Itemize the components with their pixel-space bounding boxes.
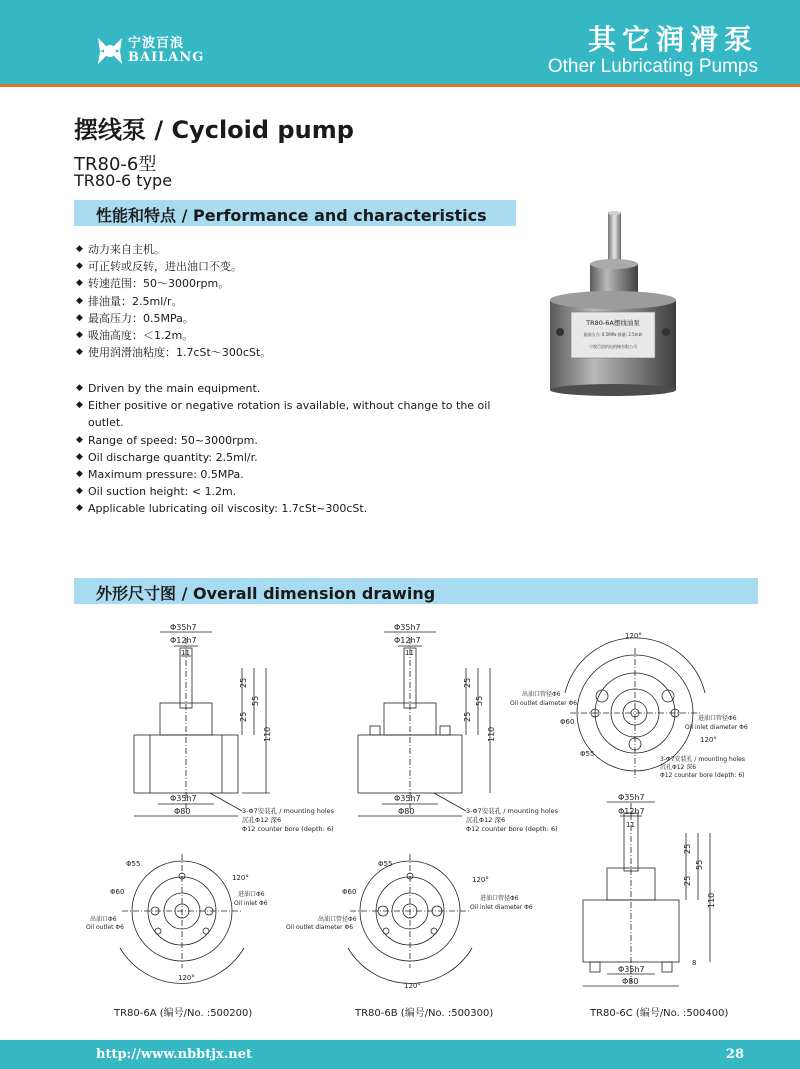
dimension-drawings (70, 618, 770, 1028)
feature-item: ◆ 动力来自主机。 (76, 241, 516, 258)
outlet-pipe-cn-c: 出油口管径Φ6 (522, 691, 561, 698)
dim-d60-a-bottom: Φ60 (110, 888, 125, 896)
feature-item: ◆ Maximum pressure: 0.5MPa. (76, 466, 516, 483)
dim-d12-c: Φ12h7 (618, 807, 645, 816)
features-list-en (76, 380, 516, 518)
angle-b-bottom: 120° (404, 982, 421, 990)
dim-25-bot-b: 25 (463, 711, 472, 722)
inlet-pipe-cn-b: 进油口管径Φ6 (480, 895, 519, 902)
company-logo (96, 30, 216, 74)
feature-item: ◆ 最高压力：0.5MPa。 (76, 310, 516, 327)
outlet-en-a: Oil outlet Φ6 (86, 924, 124, 931)
model-en: TR80-6 type (74, 171, 173, 190)
dim-d55-c: Φ55 (580, 750, 595, 758)
logo-text-en: BAILANG (128, 50, 205, 65)
nameplate-line1: 最高压力: 0.5MPa 排量: 2.5ml/r (583, 332, 643, 337)
caption-a: TR80-6A (编号/No. :500200) (114, 1008, 253, 1019)
pump-photo (548, 208, 678, 398)
dim-11-b: 11 (405, 649, 414, 657)
holes-note-a-1: 3-Φ7安装孔 / mounting holes (242, 807, 335, 815)
nameplate-title: TR80-6A摆线油泵 (586, 319, 640, 327)
performance-heading: 性能和特点 / Performance and characteristics (96, 206, 487, 225)
feature-item: ◆ Range of speed: 50~3000rpm. (76, 432, 516, 449)
feature-item: ◆ Applicable lubricating oil viscosity: 1.7cSt~300cSt. (76, 500, 516, 517)
dim-8-c: 8 (692, 959, 697, 967)
page-number: 28 (725, 1047, 744, 1062)
product-title: 摆线泵 / Cycloid pump (74, 116, 354, 144)
logo-mark-icon (96, 34, 124, 68)
footer-url[interactable]: http://www.nbbtjx.net (96, 1047, 252, 1062)
dim-d55-a-bottom: Φ55 (126, 860, 141, 868)
caption-b: TR80-6B (编号/No. :500300) (355, 1008, 494, 1019)
dim-55-a: 55 (251, 695, 260, 706)
drawing-section-bar (74, 578, 758, 604)
outlet-pipe-en-b: Oil outlet diameter Φ6 (286, 924, 354, 931)
page-footer (0, 1040, 800, 1069)
dim-25-bot-c: 25 (683, 875, 692, 886)
dim-55-c: 55 (695, 859, 704, 870)
holes-note-c-2: 沉孔Φ12 深6 (660, 764, 697, 771)
feature-item: ◆ 可正转或反转，进出油口不变。 (76, 258, 516, 275)
dim-d60-b-bottom: Φ60 (342, 888, 357, 896)
holes-note-c-3: Φ12 counter bore (depth: 6) (660, 772, 745, 779)
dim-55-b: 55 (475, 695, 484, 706)
feature-item: ◆ 吸油高度：＜1.2m。 (76, 327, 516, 344)
caption-c: TR80-6C (编号/No. :500400) (590, 1008, 729, 1019)
dim-d35-a: Φ35h7 (170, 623, 197, 632)
inlet-cn-a: 进油口Φ6 (238, 891, 265, 898)
dim-d80-a: Φ80 (174, 807, 191, 816)
dim-d35-b-bottom: Φ35h7 (394, 794, 421, 803)
dim-110-a: 110 (263, 726, 272, 742)
features-list-cn (76, 241, 516, 361)
dim-110-c: 110 (707, 892, 716, 908)
dim-d60-c: Φ60 (560, 718, 575, 726)
angle-c-top: 120° (625, 632, 642, 640)
feature-item: ◆ Either positive or negative rotation is available, without change to the oil outlet. (76, 397, 516, 431)
angle-a-top: 120° (232, 874, 249, 882)
drawing-c-side-view (583, 802, 710, 986)
holes-note-b-2: 沉孔Φ12 深6 (466, 816, 506, 824)
drawing-heading: 外形尺寸图 / Overall dimension drawing (96, 584, 436, 603)
dim-25-top-b: 25 (463, 677, 472, 688)
performance-section-bar (74, 200, 516, 226)
dim-25-top-a: 25 (239, 677, 248, 688)
feature-item: ◆ 排油量：2.5ml/r。 (76, 293, 516, 310)
model-cn: TR80-6型 (74, 154, 157, 175)
header-title-cn: 其它润滑泵 (587, 23, 758, 56)
dim-d35-b: Φ35h7 (394, 623, 421, 632)
logo-text-cn: 宁波百浪 (128, 36, 185, 51)
dim-11-c: 11 (626, 821, 635, 829)
feature-item: ◆ 使用润滑油粘度：1.7cSt～300cSt。 (76, 344, 516, 361)
header-title-en: Other Lubricating Pumps (547, 56, 758, 77)
outlet-pipe-en-c: Oil outlet diameter Φ6 (510, 700, 578, 707)
dim-11-a: 11 (181, 649, 190, 657)
drawing-b-side-view (358, 632, 490, 816)
feature-item: ◆ Oil suction height: < 1.2m. (76, 483, 516, 500)
feature-item: ◆ 转速范围：50～3000rpm。 (76, 275, 516, 292)
dim-d80-b: Φ80 (398, 807, 415, 816)
holes-note-a-3: Φ12 counter bore (depth: 6) (242, 825, 334, 833)
angle-a-bottom: 120° (178, 974, 195, 982)
dim-d35-c: Φ35h7 (618, 793, 645, 802)
inlet-pipe-en-b: Oil inlet diameter Φ6 (470, 904, 533, 911)
outlet-pipe-cn-b: 出油口管径Φ6 (318, 916, 357, 923)
inlet-pipe-en-c: Oil inlet diameter Φ6 (685, 724, 748, 731)
feature-item: ◆ Oil discharge quantity: 2.5ml/r. (76, 449, 516, 466)
dim-25-top-c: 25 (683, 843, 692, 854)
dim-d80-c: Φ80 (622, 977, 639, 986)
nameplate-line2: 宁波百浪机电机械有限公司 (589, 344, 637, 349)
drawing-b-bottom-view (348, 854, 472, 983)
dim-110-b: 110 (487, 726, 496, 742)
dim-25-bot-a: 25 (239, 711, 248, 722)
dim-d35-c-bottom: Φ35h7 (618, 965, 645, 974)
dim-d55-b-bottom: Φ55 (378, 860, 393, 868)
angle-b-top: 120° (472, 876, 489, 884)
holes-note-a-2: 沉孔Φ12 深6 (242, 816, 282, 824)
inlet-en-a: Oil inlet Φ6 (234, 900, 268, 907)
angle-c-right: 120° (700, 736, 717, 744)
inlet-pipe-cn-c: 进油口管径Φ6 (698, 715, 737, 722)
drawing-a-bottom-view (120, 854, 244, 983)
dim-d12-b: Φ12h7 (394, 636, 421, 645)
holes-note-c-1: 3-Φ7安装孔 / mounting holes (660, 756, 745, 763)
holes-note-b-3: Φ12 counter bore (depth: 6) (466, 825, 558, 833)
feature-item: ◆ Driven by the main equipment. (76, 380, 516, 397)
outlet-cn-a: 出油口Φ6 (90, 916, 117, 923)
drawing-a-side-view (134, 632, 270, 816)
header-accent-line (0, 84, 800, 87)
holes-note-b-1: 3-Φ7安装孔 / mounting holes (466, 807, 559, 815)
dim-d35-a-bottom: Φ35h7 (170, 794, 197, 803)
dim-d12-a: Φ12h7 (170, 636, 197, 645)
page-header (0, 0, 800, 84)
